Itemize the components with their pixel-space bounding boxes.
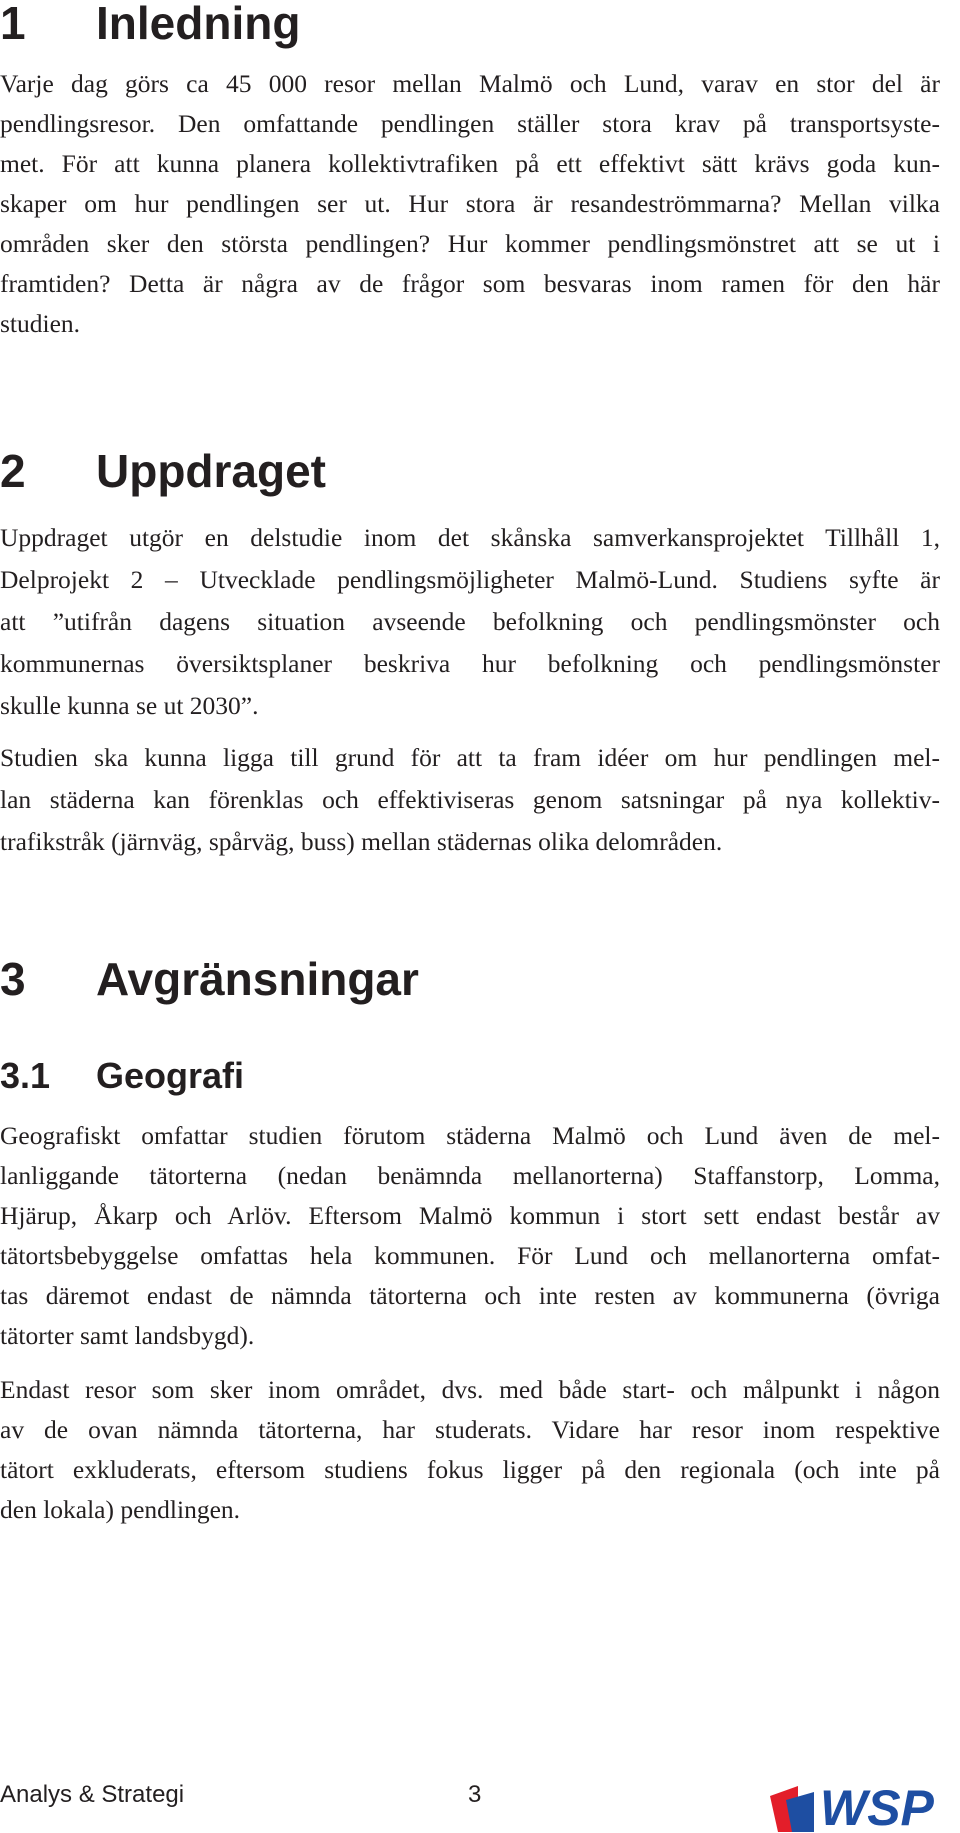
text-line: Geografiskt omfattar studien förutom städerna Malmö och Lund även de mel- xyxy=(0,1121,940,1150)
text-line: Delprojekt 2 – Utvecklade pendlingsmöjligheter Malmö-Lund. Studiens syfte är xyxy=(0,565,940,594)
subsection-title: Geografi xyxy=(96,1055,245,1096)
text-line: skaper om hur pendlingen ser ut. Hur stora är resandeströmmarna? Mellan vilka xyxy=(0,189,940,218)
section-title: Inledning xyxy=(96,0,301,49)
text-line: tätorter samt landsbygd). xyxy=(0,1321,255,1350)
text-line: Varje dag görs ca 45 000 resor mellan Malmö och Lund, varav en stor del är xyxy=(0,69,940,98)
section-heading xyxy=(0,953,419,1005)
text-line: Hjärup, Åkarp och Arlöv. Eftersom Malmö kommun i stort sett endast består av xyxy=(0,1201,940,1230)
text-line: Studien ska kunna ligga till grund för att ta fram idéer om hur pendlingen mel- xyxy=(0,743,940,772)
text-line: lanliggande tätorterna (nedan benämnda mellanorterna) Staffanstorp, Lomma, xyxy=(0,1161,940,1190)
section-heading xyxy=(0,445,326,497)
text-line: met. För att kunna planera kollektivtrafiken på ett effektivt sätt krävs goda kun- xyxy=(0,149,940,178)
text-line: tas däremot endast de nämnda tätorterna och inte resten av kommunerna (övriga xyxy=(0,1281,940,1310)
section-heading xyxy=(0,0,301,49)
text-line: den lokala) pendlingen. xyxy=(0,1495,241,1524)
text-line: områden sker den största pendlingen? Hur kommer pendlingsmönstret att se ut i xyxy=(0,229,940,258)
section-title: Uppdraget xyxy=(96,445,326,497)
text-line: lan städerna kan förenklas och effektiviseras genom satsningar på nya kollektiv- xyxy=(0,785,940,814)
section-number: 2 xyxy=(0,445,26,497)
text-line: Endast resor som sker inom området, dvs. med både start- och målpunkt i någon xyxy=(0,1375,940,1404)
text-line: framtiden? Detta är några av de frågor som besvaras inom ramen för den här xyxy=(0,269,940,298)
section-number: 1 xyxy=(0,0,26,49)
text-line: tätortsbebyggelse omfattas hela kommunen. För Lund och mellanorterna omfat- xyxy=(0,1241,940,1270)
text-line: Uppdraget utgör en delstudie inom det skånska samverkansprojektet Tillhåll 1, xyxy=(0,523,940,552)
subsection-heading xyxy=(0,1055,245,1096)
logo-wordmark: WSP xyxy=(820,1780,934,1832)
section-number: 3 xyxy=(0,953,26,1005)
text-line: att ”utifrån dagens situation avseende befolkning och pendlingsmönster och xyxy=(0,607,940,636)
text-line: tätort exkluderats, eftersom studiens fokus ligger på den regionala (och inte på xyxy=(0,1455,940,1484)
text-line: av de ovan nämnda tätorterna, har studerats. Vidare har resor inom respektive xyxy=(0,1415,940,1444)
footer-department: Analys & Strategi xyxy=(0,1781,185,1808)
subsection-number: 3.1 xyxy=(0,1055,51,1096)
text-line: skulle kunna se ut 2030”. xyxy=(0,691,259,720)
section-title: Avgränsningar xyxy=(96,953,419,1005)
text-line: pendlingsresor. Den omfattande pendlingen ställer stora krav på transportsyste- xyxy=(0,109,940,138)
text-line: kommunernas översiktsplaner beskriva hur befolkning och pendlingsmönster xyxy=(0,649,940,678)
text-line: trafikstråk (järnväg, spårväg, buss) mellan städernas olika delområden. xyxy=(0,827,723,856)
wsp-logo xyxy=(768,1778,960,1832)
text-line: studien. xyxy=(0,309,81,338)
page-number: 3 xyxy=(468,1781,482,1808)
